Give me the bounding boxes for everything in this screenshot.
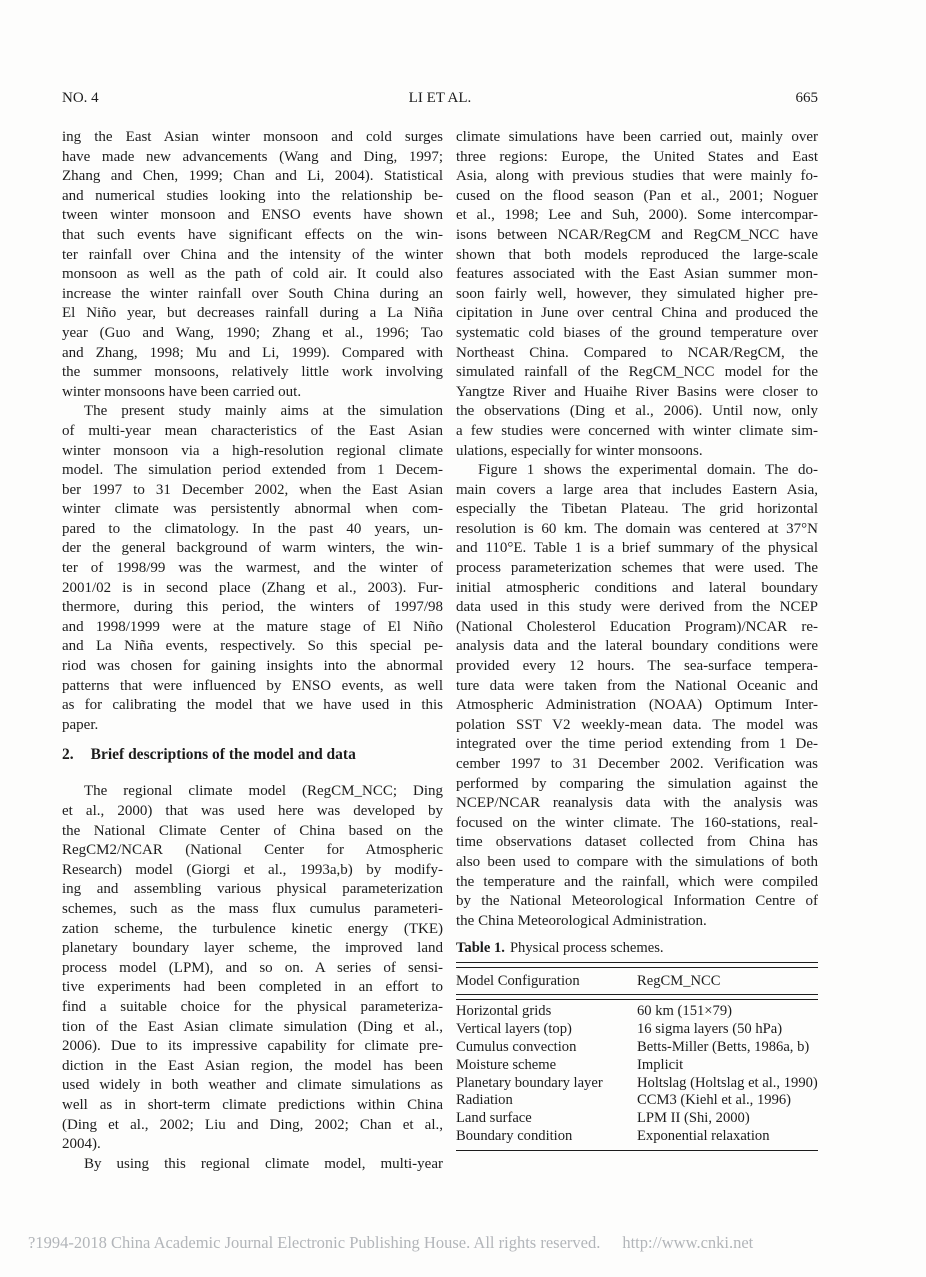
text-line: pared to the climatology. In the past 40 years, un- bbox=[62, 520, 443, 537]
text-line: El Niño year, but decreases rainfall during a La Niña bbox=[62, 305, 443, 322]
text-line: shown that both models reproduced the large-scale bbox=[456, 246, 818, 263]
text-line: 2006). Due to its impressive capability for climate pre- bbox=[62, 1038, 443, 1055]
text-line: tive experiments had been completed in an effort to bbox=[62, 979, 443, 996]
text-line: and 110°E. Table 1 is a brief summary of the physical bbox=[456, 540, 818, 557]
text-line: paper. bbox=[62, 716, 99, 733]
table-cell-value: Implicit bbox=[637, 1056, 684, 1073]
text-line: the summer monsoons, relatively little work involving bbox=[62, 364, 443, 381]
table-cell-value: LPM II (Shi, 2000) bbox=[637, 1110, 750, 1127]
table-cell-value: Betts-Miller (Betts, 1986a, b) bbox=[637, 1038, 810, 1055]
text-line: well as in short-term climate predictions within China bbox=[62, 1096, 443, 1113]
text-line: tween winter monsoon and ENSO events have shown bbox=[62, 207, 443, 224]
text-line: main covers a large area that includes Eastern Asia, bbox=[456, 481, 818, 498]
text-line: by the National Meteorological Information Centre of bbox=[456, 893, 818, 910]
text-line: tion of the East Asian climate simulation (Ding et al., bbox=[62, 1018, 443, 1035]
table-row bbox=[456, 1021, 818, 1039]
text-line: 2001/02 is in second place (Zhang et al., 2003). Fur- bbox=[62, 579, 443, 596]
text-line: a few studies were concerned with winter climate sim- bbox=[456, 422, 818, 439]
text-line: the temperature and the rainfall, which were compiled bbox=[456, 873, 818, 890]
text-line: as for calibrating the model that we have used in this bbox=[62, 697, 443, 714]
text-line: ber 1997 to 31 December 2002, when the East Asian bbox=[62, 481, 443, 498]
text-line: riod was chosen for gaining insights into the abnormal bbox=[62, 658, 443, 675]
text-line: ing the East Asian winter monsoon and cold surges bbox=[62, 129, 443, 145]
text-line: cember 1997 to 31 December 2002. Verification was bbox=[456, 756, 818, 772]
table-row bbox=[456, 1110, 818, 1128]
text-line: integrated over the time period extending from 1 De- bbox=[456, 736, 818, 753]
text-line: winter climate was persistently abnormal when com- bbox=[62, 501, 443, 518]
text-line: climate simulations have been carried out, mainly over bbox=[456, 129, 818, 145]
text-line: and numerical studies looking into the relationship be- bbox=[62, 187, 443, 204]
left-text-column bbox=[62, 128, 443, 1174]
text-line: Figure 1 shows the experimental domain. The do- bbox=[478, 462, 818, 479]
table-row bbox=[456, 1075, 818, 1093]
text-line: simulated rainfall of the RegCM_NCC model for the bbox=[456, 364, 818, 381]
text-line: Asia, along with previous studies that were mainly fo- bbox=[456, 168, 818, 185]
table-row bbox=[456, 1128, 818, 1146]
paragraph bbox=[62, 402, 443, 735]
text-line: NCEP/NCAR reanalysis data with the analysis was bbox=[456, 795, 818, 812]
text-line: model. The simulation period extended from 1 Decem- bbox=[62, 462, 443, 479]
table-header-cell: Model Configuration bbox=[456, 973, 580, 990]
table-caption bbox=[456, 938, 818, 958]
text-line: Northeast China. Compared to NCAR/RegCM, the bbox=[456, 344, 818, 361]
table-header-row bbox=[456, 968, 818, 994]
text-line: thermore, during this period, the winters of 1997/98 bbox=[62, 599, 443, 616]
right-text-column bbox=[456, 128, 818, 1151]
paragraph bbox=[456, 461, 818, 931]
table-row bbox=[456, 1092, 818, 1110]
running-header bbox=[62, 90, 818, 108]
table-bottom-rule bbox=[456, 1150, 818, 1151]
text-line: and La Niña events, respectively. So this special pe- bbox=[62, 638, 443, 655]
table-row bbox=[456, 1057, 818, 1075]
paragraph bbox=[62, 1155, 443, 1175]
text-line: the National Climate Center of China based on the bbox=[62, 822, 443, 839]
text-line: The present study mainly aims at the simulation bbox=[84, 403, 443, 420]
table-cell-label: Planetary boundary layer bbox=[456, 1074, 603, 1091]
table-cell-value: Exponential relaxation bbox=[637, 1127, 770, 1144]
text-line: process model (LPM), and so on. A series of sensi- bbox=[62, 959, 443, 976]
physical-process-table bbox=[456, 962, 818, 1150]
text-line: have made new advancements (Wang and Ding, 1997; bbox=[62, 148, 443, 165]
text-line: soon fairly well, however, they simulated higher pre- bbox=[456, 285, 818, 302]
text-line: especially the Tibetan Plateau. The grid horizontal bbox=[456, 501, 818, 518]
text-line: that such events have significant effects on the win- bbox=[62, 226, 443, 243]
text-line: cipitation in June over central China and produced the bbox=[456, 305, 818, 322]
table-cell-value: Holtslag (Holtslag et al., 1990) bbox=[637, 1074, 818, 1091]
table-cell-label: Cumulus convection bbox=[456, 1038, 577, 1055]
table-cell-label: Land surface bbox=[456, 1110, 532, 1127]
text-line: increase the winter rainfall over South China during an bbox=[62, 285, 443, 302]
header-page-number: 665 bbox=[795, 90, 818, 106]
text-line: data used in this study were derived from the NCEP bbox=[456, 599, 818, 616]
text-line: and Zhang, 1998; Mu and Li, 1999). Compared with bbox=[62, 344, 443, 361]
text-line: cused on the flood season (Pan et al., 2001; Noguer bbox=[456, 187, 818, 204]
section-number: 2. bbox=[62, 746, 74, 764]
table-cell-label: Vertical layers (top) bbox=[456, 1021, 572, 1038]
text-line: der the general background of warm winters, the win- bbox=[62, 540, 443, 557]
text-line: monsoon as well as the path of cold air. It could also bbox=[62, 266, 443, 283]
text-line: features associated with the East Asian summer mon- bbox=[456, 266, 818, 283]
text-line: ing and assembling various physical parameterization bbox=[62, 881, 443, 898]
table-cell-value: 60 km (151×79) bbox=[637, 1003, 732, 1020]
table-header-cell: RegCM_NCC bbox=[637, 973, 721, 990]
text-line: Atmospheric Administration (NOAA) Optimum Inter- bbox=[456, 697, 818, 714]
text-line: polation SST V2 weekly-mean data. The model was bbox=[456, 716, 818, 733]
copyright-text: ?1994-2018 China Academic Journal Electronic Publishing House. All rights reserved. bbox=[28, 1233, 601, 1252]
text-line: Research) model (Giorgi et al., 1993a,b) by modify- bbox=[62, 861, 443, 878]
text-line: ter of 1998/99 was the warmest, and the winter of bbox=[62, 560, 443, 577]
section-heading bbox=[62, 744, 443, 766]
section-title: Brief descriptions of the model and data bbox=[90, 746, 356, 764]
text-line: find a suitable choice for the physical parameteriza- bbox=[62, 998, 443, 1015]
text-line: also been used to compare with the simulations of both bbox=[456, 853, 818, 870]
text-line: patterns that were influenced by ENSO events, as well bbox=[62, 677, 443, 694]
table-cell-value: 16 sigma layers (50 hPa) bbox=[637, 1021, 783, 1038]
table-cell-label: Boundary condition bbox=[456, 1127, 573, 1144]
table-body bbox=[456, 1000, 818, 1149]
text-line: RegCM2/NCAR (National Center for Atmospheric bbox=[62, 842, 443, 859]
table-cell-label: Horizontal grids bbox=[456, 1003, 552, 1020]
text-line: year (Guo and Wang, 1990; Zhang et al., 1996; Tao bbox=[62, 324, 443, 341]
text-line: initial atmospheric conditions and lateral boundary bbox=[456, 579, 818, 596]
text-line: et al., 1998; Lee and Suh, 2000). Some intercompar- bbox=[456, 207, 818, 224]
text-line: winter monsoon via a high-resolution regional climate bbox=[62, 442, 443, 459]
table-row bbox=[456, 1003, 818, 1021]
text-line: schemes, such as the mass flux cumulus parameteri- bbox=[62, 900, 443, 917]
table-cell-label: Moisture scheme bbox=[456, 1056, 557, 1073]
text-line: three regions: Europe, the United States and East bbox=[456, 148, 818, 165]
text-line: (National Cholesterol Education Program)/NCAR re- bbox=[456, 618, 818, 635]
copyright-footer bbox=[28, 1233, 898, 1253]
table-cell-label: Radiation bbox=[456, 1092, 513, 1109]
table-caption-label: Table 1. bbox=[456, 940, 505, 957]
text-line: ter rainfall over China and the intensity of the winter bbox=[62, 246, 443, 263]
text-line: (Ding et al., 2002; Liu and Ding, 2002; Chan et al., bbox=[62, 1116, 443, 1133]
text-line: ture data were taken from the National Oceanic and bbox=[456, 677, 818, 694]
text-line: 2004). bbox=[62, 1136, 101, 1153]
paragraph bbox=[456, 128, 818, 461]
header-issue-number: NO. 4 bbox=[62, 90, 99, 106]
text-line: By using this regional climate model, multi-year bbox=[84, 1155, 443, 1172]
text-line: Zhang and Chen, 1999; Chan and Li, 2004). Statistical bbox=[62, 168, 443, 185]
paragraph bbox=[62, 128, 443, 402]
text-line: systematic cold biases of the ground temperature over bbox=[456, 324, 818, 341]
text-line: resolution is 60 km. The domain was centered at 37°N bbox=[456, 520, 818, 537]
table-cell-value: CCM3 (Kiehl et al., 1996) bbox=[637, 1092, 792, 1109]
text-line: Yangtze River and Huaihe River Basins were closer to bbox=[456, 383, 818, 400]
text-line: ulations, especially for winter monsoons. bbox=[456, 442, 703, 459]
text-line: zation scheme, the turbulence kinetic energy (TKE) bbox=[62, 920, 443, 937]
text-line: performed by comparing the simulation against the bbox=[456, 775, 818, 792]
text-line: isons between NCAR/RegCM and RegCM_NCC have bbox=[456, 226, 818, 243]
text-line: used widely in both weather and climate simulations as bbox=[62, 1077, 443, 1094]
text-line: The regional climate model (RegCM_NCC; Ding bbox=[84, 783, 443, 800]
text-line: analysis data and the lateral boundary conditions were bbox=[456, 638, 818, 655]
text-line: provided every 12 hours. The sea-surface tempera- bbox=[456, 658, 818, 675]
footer-url: http://www.cnki.net bbox=[622, 1233, 754, 1252]
text-line: the observations (Ding et al., 2006). Until now, only bbox=[456, 403, 818, 420]
text-line: and 1998/1999 were at the mature stage of El Niño bbox=[62, 618, 443, 635]
text-line: focused on the winter climate. The 160-stations, real- bbox=[456, 814, 818, 831]
text-line: et al., 2000) that was used here was developed by bbox=[62, 803, 443, 819]
text-line: the China Meteorological Administration. bbox=[456, 912, 707, 929]
text-line: of multi-year mean characteristics of the East Asian bbox=[62, 422, 443, 439]
text-line: diction in the East Asian region, the model has been bbox=[62, 1057, 443, 1074]
paragraph bbox=[62, 782, 443, 1154]
text-line: winter monsoons have been carried out. bbox=[62, 383, 302, 400]
text-line: process parameterization schemes that were used. The bbox=[456, 560, 818, 577]
text-line: time observations dataset collected from China has bbox=[456, 834, 818, 851]
table-caption-text: Physical process schemes. bbox=[509, 940, 664, 957]
table-row bbox=[456, 1039, 818, 1057]
header-authors: LI ET AL. bbox=[408, 90, 472, 106]
text-line: planetary boundary layer scheme, the improved land bbox=[62, 940, 443, 957]
